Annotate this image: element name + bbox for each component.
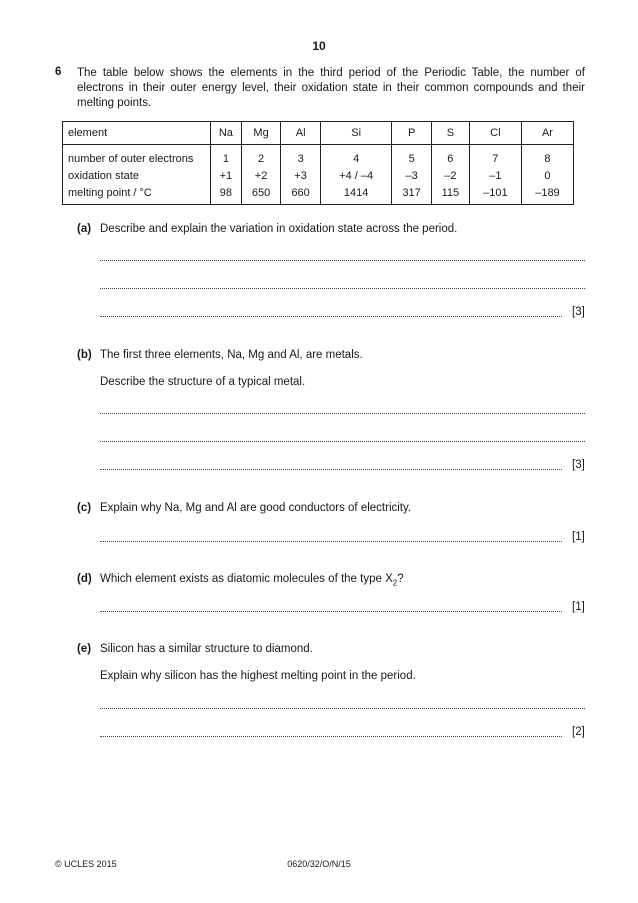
part-c-marks: [1] (572, 531, 585, 543)
table-cell: –2 (431, 167, 469, 184)
table-cell: –101 (469, 184, 521, 205)
part-c-question: Explain why Na, Mg and Al are good conductors of electricity. (100, 502, 412, 514)
table-cell: 115 (431, 184, 469, 205)
table-cell: 317 (392, 184, 432, 205)
table-cell: +2 (241, 167, 281, 184)
header-label: element (63, 122, 211, 145)
row-label: oxidation state (63, 167, 211, 184)
element-ar: Ar (521, 122, 573, 145)
table-cell: 8 (521, 145, 573, 168)
table-cell: 98 (211, 184, 242, 205)
table-cell: 4 (320, 145, 391, 168)
answer-line[interactable] (100, 316, 562, 317)
footer-paper-code: 0620/32/O/N/15 (287, 859, 351, 869)
table-cell: –1 (469, 167, 521, 184)
part-e-marks: [2] (572, 726, 585, 738)
element-na: Na (211, 122, 242, 145)
table-cell: 1414 (320, 184, 391, 205)
table-cell: 7 (469, 145, 521, 168)
part-b-question: Describe the structure of a typical metal. (100, 376, 306, 388)
part-e-question: Explain why silicon has the highest melting point in the period. (100, 670, 416, 682)
table-cell: 5 (392, 145, 432, 168)
question-number: 6 (55, 66, 62, 78)
table-cell: +4 / –4 (320, 167, 391, 184)
element-mg: Mg (241, 122, 281, 145)
answer-line[interactable] (100, 541, 562, 542)
element-si: Si (320, 122, 391, 145)
part-d-subscript: 2 (392, 578, 398, 588)
table-cell: 0 (521, 167, 573, 184)
part-e-statement: Silicon has a similar structure to diamond. (100, 643, 313, 655)
answer-line[interactable] (100, 611, 562, 612)
table-cell: 6 (431, 145, 469, 168)
answer-line[interactable] (100, 736, 562, 737)
answer-line[interactable] (100, 260, 585, 261)
table-cell: –189 (521, 184, 573, 205)
element-cl: Cl (469, 122, 521, 145)
table-cell: 650 (241, 184, 281, 205)
answer-line[interactable] (100, 413, 585, 414)
answer-line[interactable] (100, 708, 585, 709)
table-cell: +3 (281, 167, 321, 184)
table-cell: 1 (211, 145, 242, 168)
element-s: S (431, 122, 469, 145)
answer-line[interactable] (100, 469, 562, 470)
answer-line[interactable] (100, 441, 585, 442)
part-a-question: Describe and explain the variation in oxidation state across the period. (100, 223, 458, 235)
table-row (63, 167, 574, 184)
table-row (63, 145, 574, 168)
part-e-letter: (e) (77, 643, 92, 655)
footer-copyright: © UCLES 2015 (55, 859, 117, 869)
table-row (63, 184, 574, 205)
part-d-letter: (d) (77, 573, 92, 585)
part-c-letter: (c) (77, 502, 92, 514)
element-p: P (392, 122, 432, 145)
page-number: 10 (312, 39, 326, 53)
periodic-table-data (62, 121, 574, 205)
part-d-marks: [1] (572, 601, 585, 613)
part-b-statement: The first three elements, Na, Mg and Al, are metals. (100, 349, 363, 361)
row-label: number of outer electrons (63, 145, 211, 168)
part-d-question-end: ? (397, 573, 404, 585)
table-cell: –3 (392, 167, 432, 184)
element-al: Al (281, 122, 321, 145)
part-b-letter: (b) (77, 349, 92, 361)
part-d-question (100, 573, 404, 587)
question-intro: The table below shows the elements in the third period of the Periodic Table, the number of electrons in their outer energy level, their oxidation state in their common compounds and their melting points. (77, 67, 585, 109)
table-cell: 2 (241, 145, 281, 168)
part-b-marks: [3] (572, 459, 585, 471)
part-d-question-main: Which element exists as diatomic molecules of the type X (100, 573, 393, 585)
row-label: melting point / °C (63, 184, 211, 205)
table-cell: 660 (281, 184, 321, 205)
table-cell: 3 (281, 145, 321, 168)
table-cell: +1 (211, 167, 242, 184)
part-a-letter: (a) (77, 223, 92, 235)
table-header-row (63, 122, 574, 145)
answer-line[interactable] (100, 288, 585, 289)
part-a-marks: [3] (572, 306, 585, 318)
